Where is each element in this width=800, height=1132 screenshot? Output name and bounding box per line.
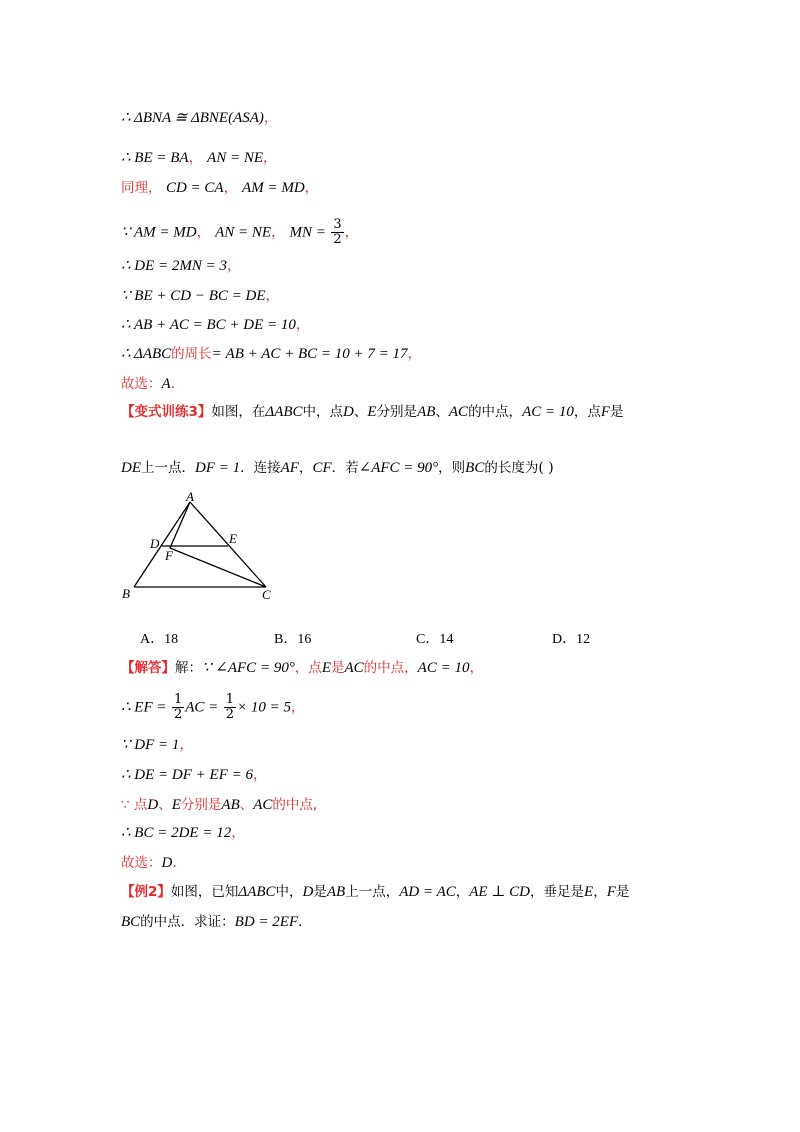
solution-line-4: ∴ DE = DF + EF = 6， <box>121 767 267 783</box>
label-a: A <box>186 492 194 504</box>
segment-cf <box>170 548 266 587</box>
proof-line-7: ∴ AB + AC = BC + DE = 10， <box>121 317 310 333</box>
solution-line-6: ∴ BC = 2DE = 12， <box>121 825 246 841</box>
option-c[interactable]: C．14 <box>416 632 454 647</box>
segment-af <box>170 502 190 548</box>
proof-line-8: ∴ ΔABC的周长= AB + AC + BC = 10 + 7 = 17， <box>121 346 422 362</box>
example2-line-2: BC的中点．求证：BD = 2EF． <box>121 914 312 930</box>
solution-answer: 故选：D． <box>121 855 187 871</box>
problem3-line-2: DE上一点．DF = 1．连接AF，CF．若∠AFC = 90°，则BC的长度为( ) <box>121 460 554 476</box>
proof-line-4: ∵ AM = MD， AN = NE， MN = $\frac{3}{2}$ ， <box>121 217 359 247</box>
problem3-line-1: 【变式训练3】如图，在ΔABC中，点D、E分别是AB、AC的中点，AC = 10，点F是 <box>121 404 624 420</box>
example2-tag: 【例2】 <box>121 884 171 900</box>
triangle-figure <box>120 492 290 604</box>
label-f: F <box>165 548 173 563</box>
label-e: E <box>229 531 237 546</box>
proof-line-2: ∴ BE = BA， AN = NE， <box>121 150 277 166</box>
solution-line-3: ∵ DF = 1， <box>121 737 194 753</box>
option-d[interactable]: D．12 <box>552 632 591 647</box>
proof-line-5: ∴ DE = 2MN = 3， <box>121 258 242 274</box>
option-a[interactable]: A．18 <box>140 632 179 647</box>
label-c: C <box>262 587 271 602</box>
label-b: B <box>122 586 130 601</box>
segment-ab <box>134 502 190 587</box>
label-d: D <box>150 536 160 551</box>
solution-line-1: 【解答】解：∵ ∠AFC = 90°，点E是AC的中点，AC = 10， <box>121 660 484 676</box>
option-b[interactable]: B．16 <box>274 632 312 647</box>
example2-line-1: 【例2】如图，已知ΔABC中，D是AB上一点，AD = AC，AE ⊥ CD，垂足是E，F是 <box>121 884 630 900</box>
segment-ac <box>190 502 266 587</box>
proof-line-3: 同理， CD = CA， AM = MD， <box>121 180 319 196</box>
solution-line-2: ∴ EF = $\frac{1}{2}$ AC = $\frac{1}{2}$ × 10 = 5， <box>121 692 306 722</box>
fraction: $\frac{1}{2}$ <box>225 692 235 722</box>
problem3-tag: 【变式训练3】 <box>121 404 212 420</box>
proof-answer: 故选：A． <box>121 376 185 392</box>
solution-tag: 【解答】 <box>121 660 175 676</box>
proof-line-1: ∴ ΔBNA ≅ ΔBNE(ASA)， <box>121 110 278 126</box>
fraction: $\frac{1}{2}$ <box>173 692 183 722</box>
proof-line-6: ∵ BE + CD − BC = DE， <box>121 288 280 304</box>
solution-line-5: ∵ 点D、E分别是AB、AC的中点, <box>121 797 318 813</box>
fraction: $\frac{3}{2}$ <box>333 217 342 247</box>
